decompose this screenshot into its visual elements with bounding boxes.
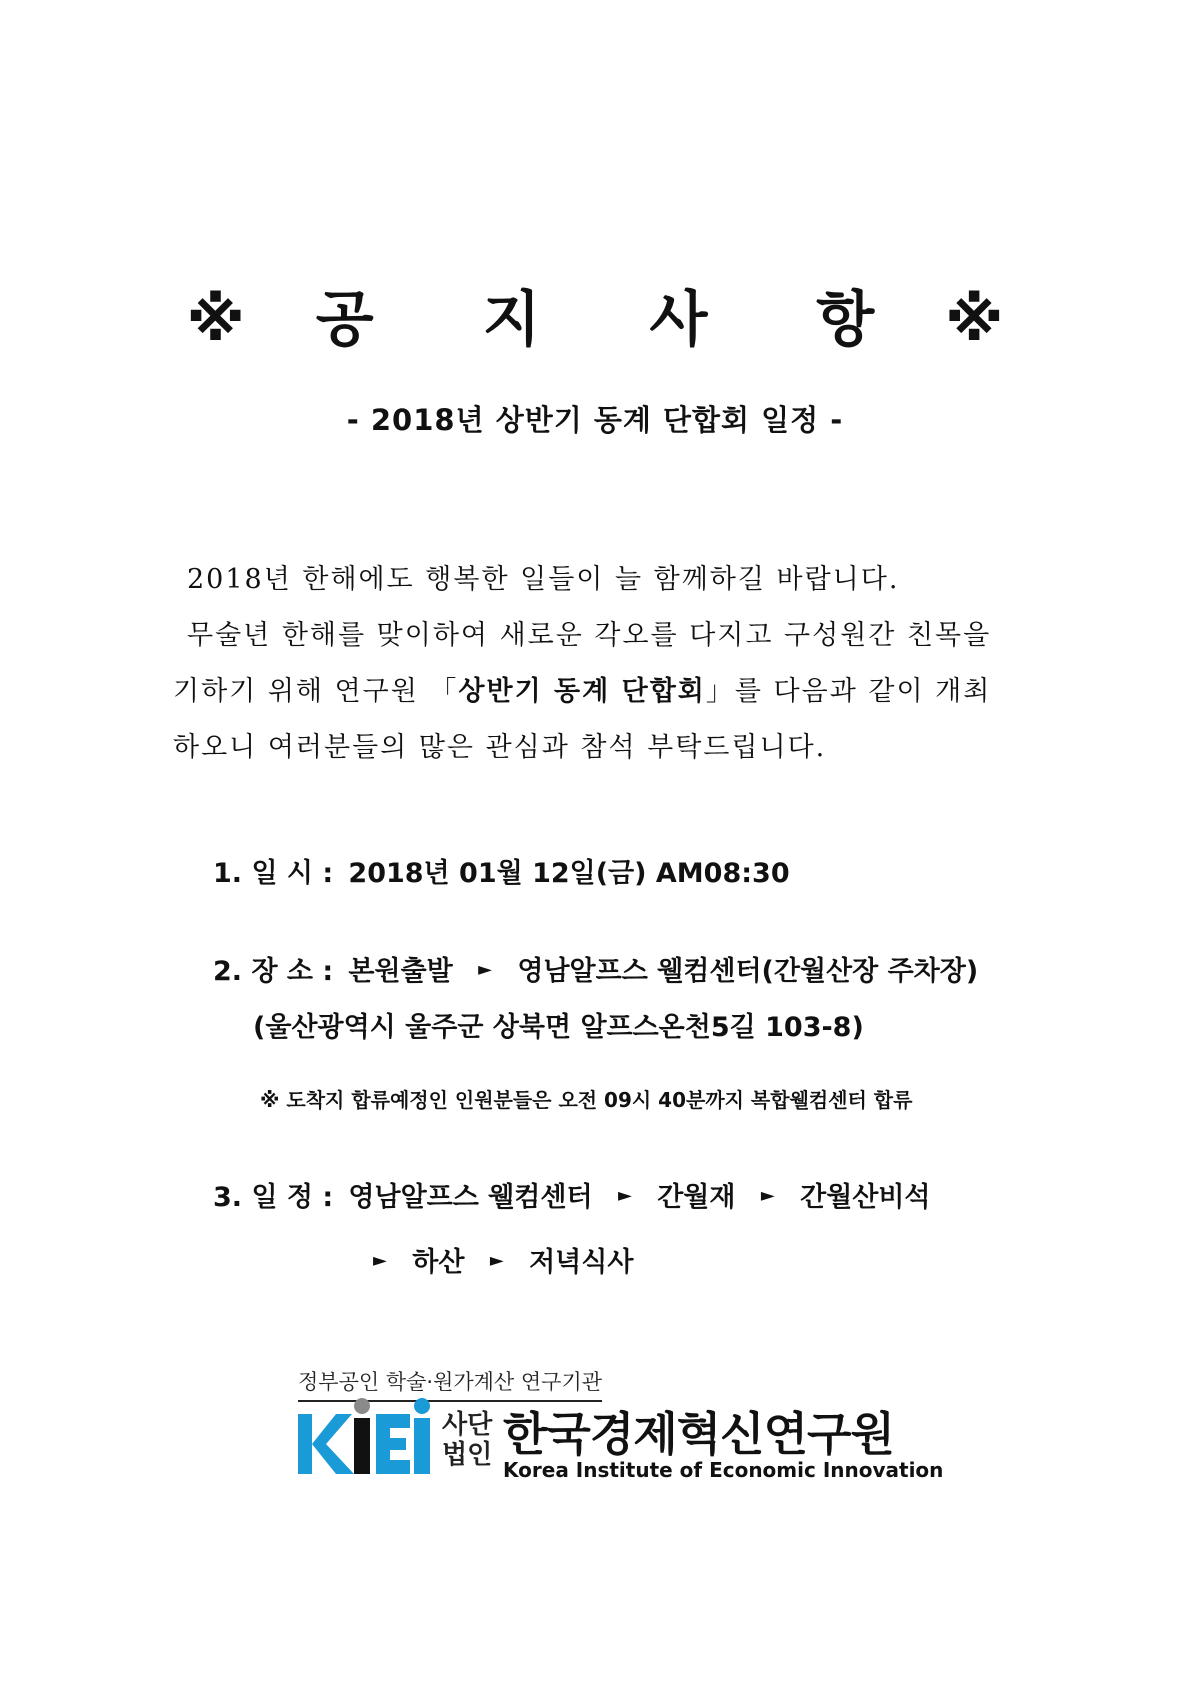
body-line-4: 하오니 여러분들의 많은 관심과 참석 부탁드립니다. xyxy=(173,732,827,763)
item-schedule-continued xyxy=(373,1240,633,1279)
arrow-icon: ► xyxy=(373,1250,387,1271)
arrival-note: ※ 도착지 합류예정인 인원분들은 오전 09시 40분까지 복합웰컴센터 합류 xyxy=(260,1088,913,1112)
event-name: 상반기 동계 단합회 xyxy=(458,676,706,707)
notice-subtitle: - 2018년 상반기 동계 단합회 일정 - xyxy=(346,403,844,437)
item-schedule xyxy=(213,1175,931,1214)
org-name-english: Korea Institute of Economic Innovation xyxy=(503,1458,944,1482)
body-line-3-pre: 기하기 위해 연구원 「 xyxy=(173,676,459,707)
schedule-step-1: 영남알프스 웰컴센터 xyxy=(348,1182,593,1213)
item-place-label: 2. 장 소 : xyxy=(213,956,334,987)
schedule-step-5: 저녁식사 xyxy=(529,1247,634,1278)
item-place xyxy=(213,949,978,988)
body-line-1: 2018년 한해에도 행복한 일들이 늘 함께하길 바랍니다. xyxy=(187,564,900,595)
arrow-icon: ► xyxy=(489,1250,504,1271)
body-line-2: 무술년 한해를 맞이하여 새로운 각오를 다지고 구성원간 친목을 xyxy=(187,620,992,651)
org-corp-line-2: 법인 xyxy=(442,1440,493,1470)
item-place-address: (울산광역시 울주군 상북면 알프스온천5길 103-8) xyxy=(253,1012,864,1043)
org-tagline: 정부공인 학술·원가계산 연구기관 xyxy=(298,1366,602,1402)
schedule-step-4: 하산 xyxy=(412,1247,465,1278)
item-date xyxy=(213,851,790,890)
title-char-1: 공 xyxy=(315,285,374,355)
arrow-icon: ► xyxy=(760,1185,775,1206)
arrow-icon: ► xyxy=(617,1185,632,1206)
org-corp-type xyxy=(442,1410,492,1470)
reference-mark-right: ※ xyxy=(945,285,1004,355)
item-place-to: 영남알프스 웰컴센터(간월산장 주차장) xyxy=(517,956,979,987)
org-corp-line-1: 사단 xyxy=(442,1410,493,1440)
schedule-step-2: 간월재 xyxy=(657,1182,736,1213)
title-char-4: 항 xyxy=(816,285,875,355)
body-line-3-post: 」를 다음과 같이 개최 xyxy=(705,676,992,707)
item-date-value: 2018년 01월 12일(금) AM08:30 xyxy=(348,858,790,889)
item-schedule-label: 3. 일 정 : xyxy=(213,1182,334,1213)
title-char-3: 사 xyxy=(649,285,708,355)
notice-title xyxy=(0,272,1190,358)
item-place-from: 본원출발 xyxy=(348,956,453,987)
item-date-label: 1. 일 시 : xyxy=(213,858,334,889)
schedule-step-3: 간월산비석 xyxy=(800,1182,931,1213)
org-name-korean: 한국경제혁신연구원 xyxy=(503,1407,894,1461)
kiei-logo xyxy=(298,1398,448,1478)
arrow-icon: ► xyxy=(478,959,492,980)
kiei-logo-icon xyxy=(298,1398,448,1478)
title-char-2: 지 xyxy=(482,285,541,355)
body-line-3 xyxy=(173,669,991,708)
reference-mark-left: ※ xyxy=(186,285,245,355)
